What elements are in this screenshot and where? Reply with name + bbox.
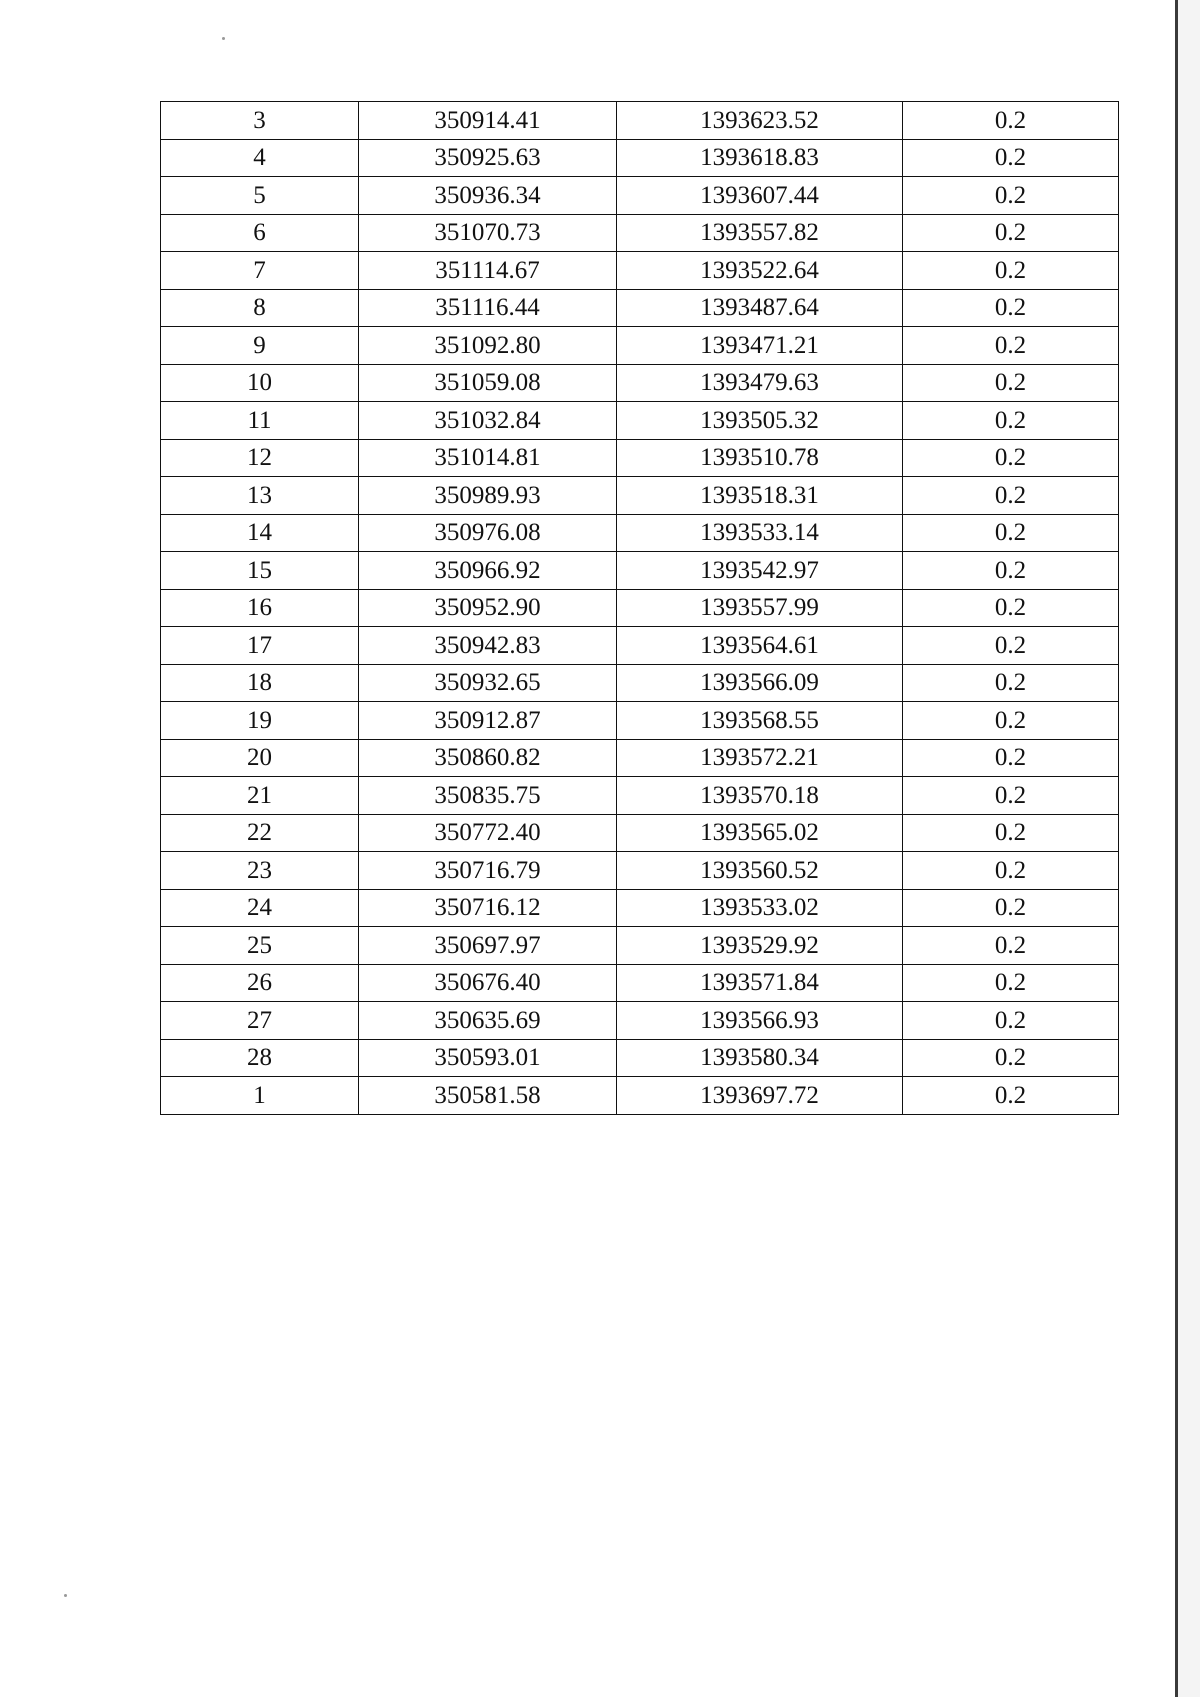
point-number-cell: 21 (161, 777, 359, 815)
x-coordinate-cell: 351114.67 (359, 252, 617, 290)
table-row (161, 589, 1119, 627)
y-coordinate-cell: 1393533.14 (617, 514, 903, 552)
y-coordinate-cell: 1393618.83 (617, 139, 903, 177)
point-number-cell: 15 (161, 552, 359, 590)
x-coordinate-cell: 350936.34 (359, 177, 617, 215)
table-row (161, 402, 1119, 440)
y-coordinate-cell: 1393533.02 (617, 889, 903, 927)
table-row (161, 102, 1119, 140)
y-coordinate-cell: 1393471.21 (617, 327, 903, 365)
x-coordinate-cell: 350966.92 (359, 552, 617, 590)
accuracy-cell: 0.2 (903, 102, 1119, 140)
point-number-cell: 4 (161, 139, 359, 177)
point-number-cell: 16 (161, 589, 359, 627)
accuracy-cell: 0.2 (903, 289, 1119, 327)
point-number-cell: 8 (161, 289, 359, 327)
table-row (161, 327, 1119, 365)
table-row (161, 964, 1119, 1002)
y-coordinate-cell: 1393570.18 (617, 777, 903, 815)
accuracy-cell: 0.2 (903, 814, 1119, 852)
x-coordinate-cell: 350835.75 (359, 777, 617, 815)
point-number-cell: 22 (161, 814, 359, 852)
x-coordinate-cell: 351116.44 (359, 289, 617, 327)
table-row (161, 664, 1119, 702)
y-coordinate-cell: 1393566.09 (617, 664, 903, 702)
table-row (161, 927, 1119, 965)
point-number-cell: 26 (161, 964, 359, 1002)
accuracy-cell: 0.2 (903, 589, 1119, 627)
y-coordinate-cell: 1393580.34 (617, 1039, 903, 1077)
y-coordinate-cell: 1393522.64 (617, 252, 903, 290)
accuracy-cell: 0.2 (903, 702, 1119, 740)
accuracy-cell: 0.2 (903, 927, 1119, 965)
accuracy-cell: 0.2 (903, 477, 1119, 515)
coordinates-table (160, 101, 1119, 1115)
x-coordinate-cell: 351092.80 (359, 327, 617, 365)
y-coordinate-cell: 1393557.82 (617, 214, 903, 252)
y-coordinate-cell: 1393560.52 (617, 852, 903, 890)
table-row (161, 214, 1119, 252)
table-row (161, 814, 1119, 852)
x-coordinate-cell: 350952.90 (359, 589, 617, 627)
table-row (161, 252, 1119, 290)
table-row (161, 777, 1119, 815)
point-number-cell: 18 (161, 664, 359, 702)
accuracy-cell: 0.2 (903, 327, 1119, 365)
accuracy-cell: 0.2 (903, 514, 1119, 552)
x-coordinate-cell: 350925.63 (359, 139, 617, 177)
point-number-cell: 17 (161, 627, 359, 665)
coordinates-table-body (161, 102, 1119, 1115)
scan-speck (222, 37, 225, 40)
x-coordinate-cell: 350697.97 (359, 927, 617, 965)
y-coordinate-cell: 1393487.64 (617, 289, 903, 327)
y-coordinate-cell: 1393505.32 (617, 402, 903, 440)
x-coordinate-cell: 350772.40 (359, 814, 617, 852)
point-number-cell: 12 (161, 439, 359, 477)
point-number-cell: 19 (161, 702, 359, 740)
y-coordinate-cell: 1393571.84 (617, 964, 903, 1002)
x-coordinate-cell: 350912.87 (359, 702, 617, 740)
table-row (161, 702, 1119, 740)
x-coordinate-cell: 351070.73 (359, 214, 617, 252)
point-number-cell: 27 (161, 1002, 359, 1040)
x-coordinate-cell: 351014.81 (359, 439, 617, 477)
accuracy-cell: 0.2 (903, 252, 1119, 290)
table-row (161, 1077, 1119, 1115)
y-coordinate-cell: 1393518.31 (617, 477, 903, 515)
table-row (161, 177, 1119, 215)
y-coordinate-cell: 1393564.61 (617, 627, 903, 665)
point-number-cell: 11 (161, 402, 359, 440)
y-coordinate-cell: 1393479.63 (617, 364, 903, 402)
table-row (161, 627, 1119, 665)
x-coordinate-cell: 350932.65 (359, 664, 617, 702)
accuracy-cell: 0.2 (903, 964, 1119, 1002)
x-coordinate-cell: 351059.08 (359, 364, 617, 402)
y-coordinate-cell: 1393568.55 (617, 702, 903, 740)
table-row (161, 139, 1119, 177)
accuracy-cell: 0.2 (903, 439, 1119, 477)
point-number-cell: 13 (161, 477, 359, 515)
accuracy-cell: 0.2 (903, 364, 1119, 402)
point-number-cell: 1 (161, 1077, 359, 1115)
x-coordinate-cell: 350581.58 (359, 1077, 617, 1115)
x-coordinate-cell: 350989.93 (359, 477, 617, 515)
x-coordinate-cell: 350716.12 (359, 889, 617, 927)
table-row (161, 289, 1119, 327)
accuracy-cell: 0.2 (903, 777, 1119, 815)
scan-margin (1178, 0, 1200, 1697)
x-coordinate-cell: 350593.01 (359, 1039, 617, 1077)
accuracy-cell: 0.2 (903, 177, 1119, 215)
point-number-cell: 28 (161, 1039, 359, 1077)
accuracy-cell: 0.2 (903, 552, 1119, 590)
x-coordinate-cell: 350914.41 (359, 102, 617, 140)
table-row (161, 364, 1119, 402)
y-coordinate-cell: 1393566.93 (617, 1002, 903, 1040)
x-coordinate-cell: 350635.69 (359, 1002, 617, 1040)
point-number-cell: 5 (161, 177, 359, 215)
y-coordinate-cell: 1393565.02 (617, 814, 903, 852)
y-coordinate-cell: 1393557.99 (617, 589, 903, 627)
table-row (161, 439, 1119, 477)
x-coordinate-cell: 351032.84 (359, 402, 617, 440)
table-row (161, 889, 1119, 927)
table-row (161, 1039, 1119, 1077)
page-edge-line (1175, 0, 1178, 1697)
table-row (161, 1002, 1119, 1040)
accuracy-cell: 0.2 (903, 627, 1119, 665)
point-number-cell: 25 (161, 927, 359, 965)
point-number-cell: 23 (161, 852, 359, 890)
accuracy-cell: 0.2 (903, 1039, 1119, 1077)
accuracy-cell: 0.2 (903, 664, 1119, 702)
x-coordinate-cell: 350942.83 (359, 627, 617, 665)
table-row (161, 739, 1119, 777)
accuracy-cell: 0.2 (903, 214, 1119, 252)
point-number-cell: 7 (161, 252, 359, 290)
x-coordinate-cell: 350716.79 (359, 852, 617, 890)
y-coordinate-cell: 1393542.97 (617, 552, 903, 590)
x-coordinate-cell: 350976.08 (359, 514, 617, 552)
table-row (161, 514, 1119, 552)
y-coordinate-cell: 1393623.52 (617, 102, 903, 140)
accuracy-cell: 0.2 (903, 1077, 1119, 1115)
point-number-cell: 14 (161, 514, 359, 552)
table-row (161, 852, 1119, 890)
y-coordinate-cell: 1393572.21 (617, 739, 903, 777)
accuracy-cell: 0.2 (903, 1002, 1119, 1040)
table-row (161, 477, 1119, 515)
accuracy-cell: 0.2 (903, 402, 1119, 440)
point-number-cell: 10 (161, 364, 359, 402)
accuracy-cell: 0.2 (903, 139, 1119, 177)
x-coordinate-cell: 350676.40 (359, 964, 617, 1002)
y-coordinate-cell: 1393697.72 (617, 1077, 903, 1115)
y-coordinate-cell: 1393529.92 (617, 927, 903, 965)
accuracy-cell: 0.2 (903, 889, 1119, 927)
accuracy-cell: 0.2 (903, 739, 1119, 777)
point-number-cell: 20 (161, 739, 359, 777)
scan-speck (64, 1594, 67, 1597)
point-number-cell: 24 (161, 889, 359, 927)
accuracy-cell: 0.2 (903, 852, 1119, 890)
y-coordinate-cell: 1393510.78 (617, 439, 903, 477)
x-coordinate-cell: 350860.82 (359, 739, 617, 777)
point-number-cell: 3 (161, 102, 359, 140)
point-number-cell: 9 (161, 327, 359, 365)
table-row (161, 552, 1119, 590)
y-coordinate-cell: 1393607.44 (617, 177, 903, 215)
point-number-cell: 6 (161, 214, 359, 252)
